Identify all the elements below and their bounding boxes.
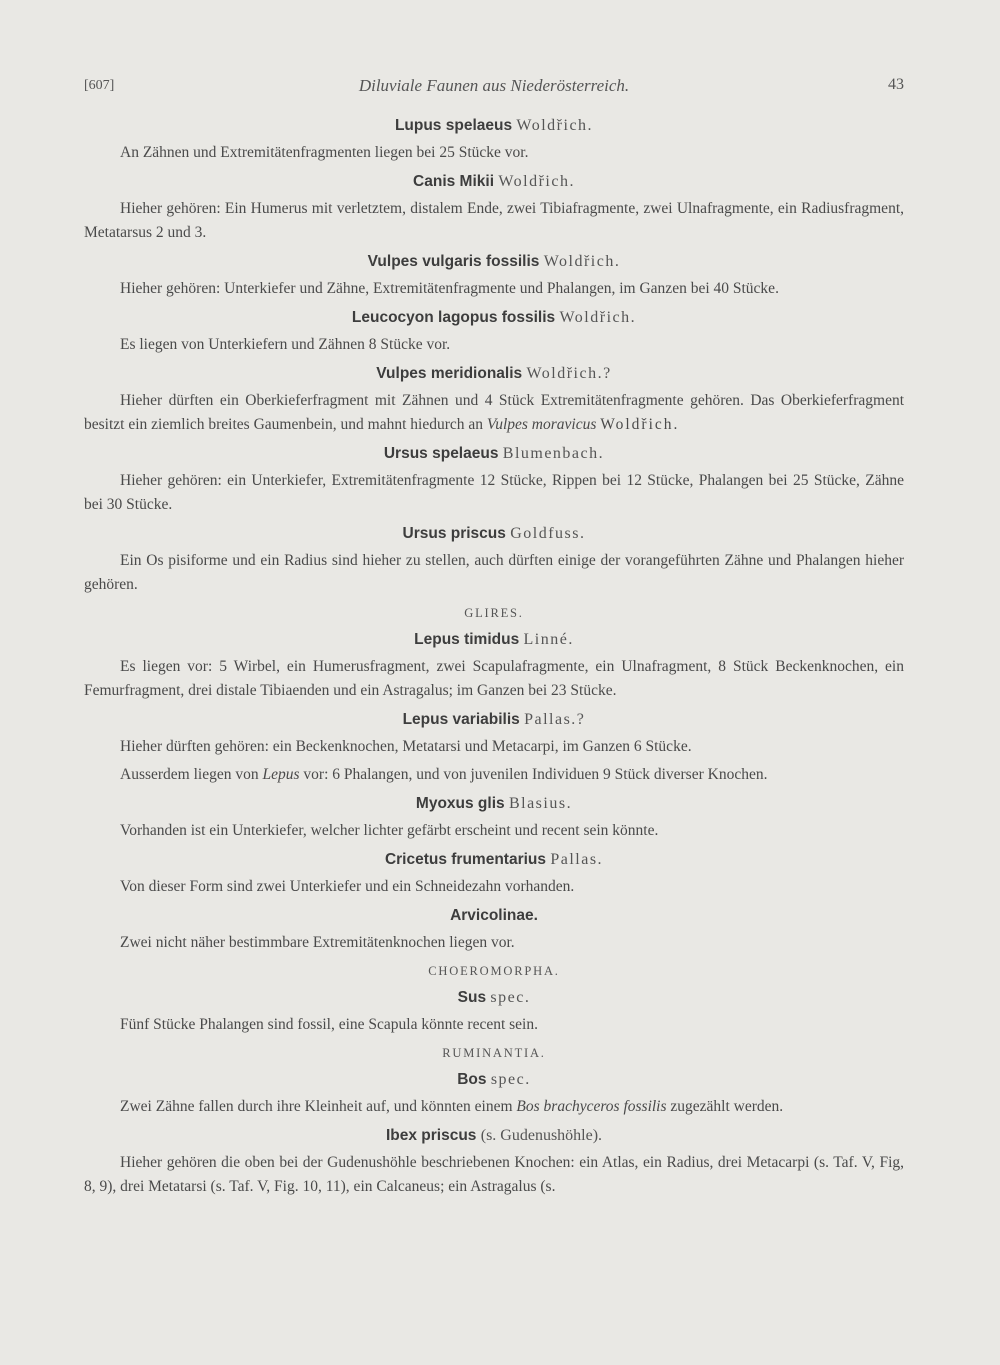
species-text-vulpes-meridionalis	[84, 389, 904, 437]
species-author: Woldřich.	[543, 253, 621, 270]
species-text-canis-mikii: Hieher gehören: Ein Humerus mit verletztem, distalem Ende, zwei Tibiafragmente, zwei Ulnafragmente, ein Radiusfragment, Metatarsus 2 und 3.	[84, 200, 904, 241]
text-segment: zugezählt werden.	[666, 1098, 784, 1115]
species-name: Cricetus frumentarius	[384, 851, 547, 868]
species-author: Woldřich.	[559, 309, 637, 326]
species-name: Ursus spelaeus	[383, 445, 499, 462]
species-author: Blasius.	[508, 795, 573, 812]
species-text-myoxus-glis: Vorhanden ist ein Unterkiefer, welcher lichter gefärbt erscheint und recent sein könnte.	[120, 822, 659, 839]
species-author: Linné.	[523, 631, 574, 648]
species-author: Blumenbach.	[502, 445, 605, 462]
species-text-ursus-spelaeus: Hieher gehören: ein Unterkiefer, Extremitätenfragmente 12 Stücke, Rippen bei 12 Stücke, Phalangen bei 25 Stücke, Zähne bei 30 Stücke.	[84, 472, 904, 513]
species-author: Pallas.	[550, 851, 604, 868]
italic-taxon: Vulpes moravicus	[486, 416, 597, 433]
species-text-lupus-spelaeus: An Zähnen und Extremitätenfragmenten liegen bei 25 Stücke vor.	[120, 144, 529, 161]
species-text-vulpes-vulgaris: Hieher gehören: Unterkiefer und Zähne, Extremitätenfragmente und Phalangen, im Ganzen bei 40 Stücke.	[120, 280, 779, 297]
species-name: Bos	[457, 1071, 487, 1088]
species-author: Pallas.?	[524, 711, 586, 728]
species-author: spec.	[490, 989, 531, 1006]
page-number: 43	[888, 76, 904, 93]
page-body	[84, 113, 904, 1203]
species-reference: (s. Gudenushöhle).	[480, 1127, 603, 1144]
species-heading-ursus-spelaeus	[84, 441, 904, 467]
species-heading-lepus-timidus	[84, 627, 904, 653]
species-heading-lepus-variabilis	[84, 707, 904, 733]
italic-taxon: Bos brachyceros fossilis	[516, 1098, 667, 1115]
species-text-arvicolinae: Zwei nicht näher bestimmbare Extremitätenknochen liegen vor.	[120, 934, 515, 951]
species-name: Sus	[457, 989, 487, 1006]
species-heading-arvicolinae	[84, 903, 904, 929]
running-header	[84, 76, 904, 98]
species-text-bos	[84, 1095, 904, 1119]
species-name: Vulpes meridionalis	[376, 365, 523, 382]
species-heading-vulpes-meridionalis	[84, 361, 904, 387]
group-heading-glires: GLIRES.	[464, 606, 524, 620]
species-name: Vulpes vulgaris fossilis	[367, 253, 540, 270]
species-name: Myoxus glis	[415, 795, 505, 812]
species-name: Canis Mikii	[413, 173, 494, 190]
species-name: Lupus spelaeus	[394, 117, 513, 134]
species-name: Ibex priscus	[385, 1127, 477, 1144]
species-text-lepus-timidus: Es liegen vor: 5 Wirbel, ein Humerusfragment, zwei Scapulafragmente, ein Ulnafragment, 8 Stück Beckenknochen, ein Femurfragment, drei distale Tibiaenden und ein Astragalus; im Ganzen bei 23 Stücke.	[84, 658, 904, 699]
text-segment: Zwei Zähne fallen durch ihre Kleinheit auf, und könnten einem	[120, 1098, 517, 1115]
species-text-sus: Fünf Stücke Phalangen sind fossil, eine Scapula könnte recent sein.	[120, 1016, 538, 1033]
species-text-lepus-extra	[84, 763, 904, 787]
spaced-author: Woldřich.	[600, 416, 680, 433]
page-reference: [607]	[84, 78, 115, 93]
species-heading-vulpes-vulgaris	[84, 249, 904, 275]
species-text-ibex-priscus: Hieher gehören die oben bei der Gudenushöhle beschriebenen Knochen: ein Atlas, ein Radius, drei Metacarpi (s. Taf. V, Fig, 8, 9), drei Metatarsi (s. Taf. V, Fig. 10, 11), ein Calcaneus; ein Astragalus (s.	[84, 1154, 904, 1195]
running-title: Diluviale Faunen aus Niederösterreich.	[358, 76, 630, 95]
species-name: Ursus priscus	[402, 525, 506, 542]
group-heading-choeromorpha: CHOEROMORPHA.	[428, 964, 560, 978]
species-author: Goldfuss.	[510, 525, 586, 542]
species-text-lepus-variabilis: Hieher dürften gehören: ein Beckenknochen, Metatarsi und Metacarpi, im Ganzen 6 Stücke.	[120, 738, 692, 755]
species-heading-sus	[84, 985, 904, 1011]
species-name: Lepus timidus	[414, 631, 520, 648]
species-heading-leucocyon-lagopus	[84, 305, 904, 331]
text-segment: Ausserdem liegen von	[120, 766, 263, 783]
species-author: Woldřich.	[498, 173, 575, 190]
species-name: Lepus variabilis	[402, 711, 520, 728]
species-name: Leucocyon lagopus fossilis	[351, 309, 556, 326]
text-segment: Hieher dürften ein Oberkieferfragment mit Zähnen und 4 Stück Extremitätenfragmente gehören. Das Oberkieferfragment besitzt ein ziemlich breites Gaumenbein, und mahnt hiedurch an	[84, 392, 904, 433]
text-segment: vor: 6 Phalangen, und von juvenilen Individuen 9 Stück diverser Knochen.	[299, 766, 768, 783]
species-name: Arvicolinae.	[450, 907, 538, 924]
species-author: spec.	[490, 1071, 531, 1088]
species-heading-bos	[84, 1067, 904, 1093]
species-author: Woldřich.?	[526, 365, 612, 382]
species-heading-ursus-priscus	[84, 521, 904, 547]
species-text-cricetus-frumentarius: Von dieser Form sind zwei Unterkiefer und ein Schneidezahn vorhanden.	[120, 878, 575, 895]
species-heading-ibex-priscus	[84, 1123, 904, 1149]
species-heading-cricetus-frumentarius	[84, 847, 904, 873]
species-text-ursus-priscus: Ein Os pisiforme und ein Radius sind hieher zu stellen, auch dürften einige der vorangeführten Zähne und Phalangen hieher gehören.	[84, 552, 904, 593]
italic-taxon: Lepus	[262, 766, 300, 783]
species-heading-myoxus-glis	[84, 791, 904, 817]
species-text-leucocyon-lagopus: Es liegen von Unterkiefern und Zähnen 8 Stücke vor.	[120, 336, 451, 353]
species-heading-canis-mikii	[84, 169, 904, 195]
species-heading-lupus-spelaeus	[84, 113, 904, 139]
species-author: Woldřich.	[516, 117, 594, 134]
group-heading-ruminantia: RUMINANTIA.	[442, 1046, 546, 1060]
